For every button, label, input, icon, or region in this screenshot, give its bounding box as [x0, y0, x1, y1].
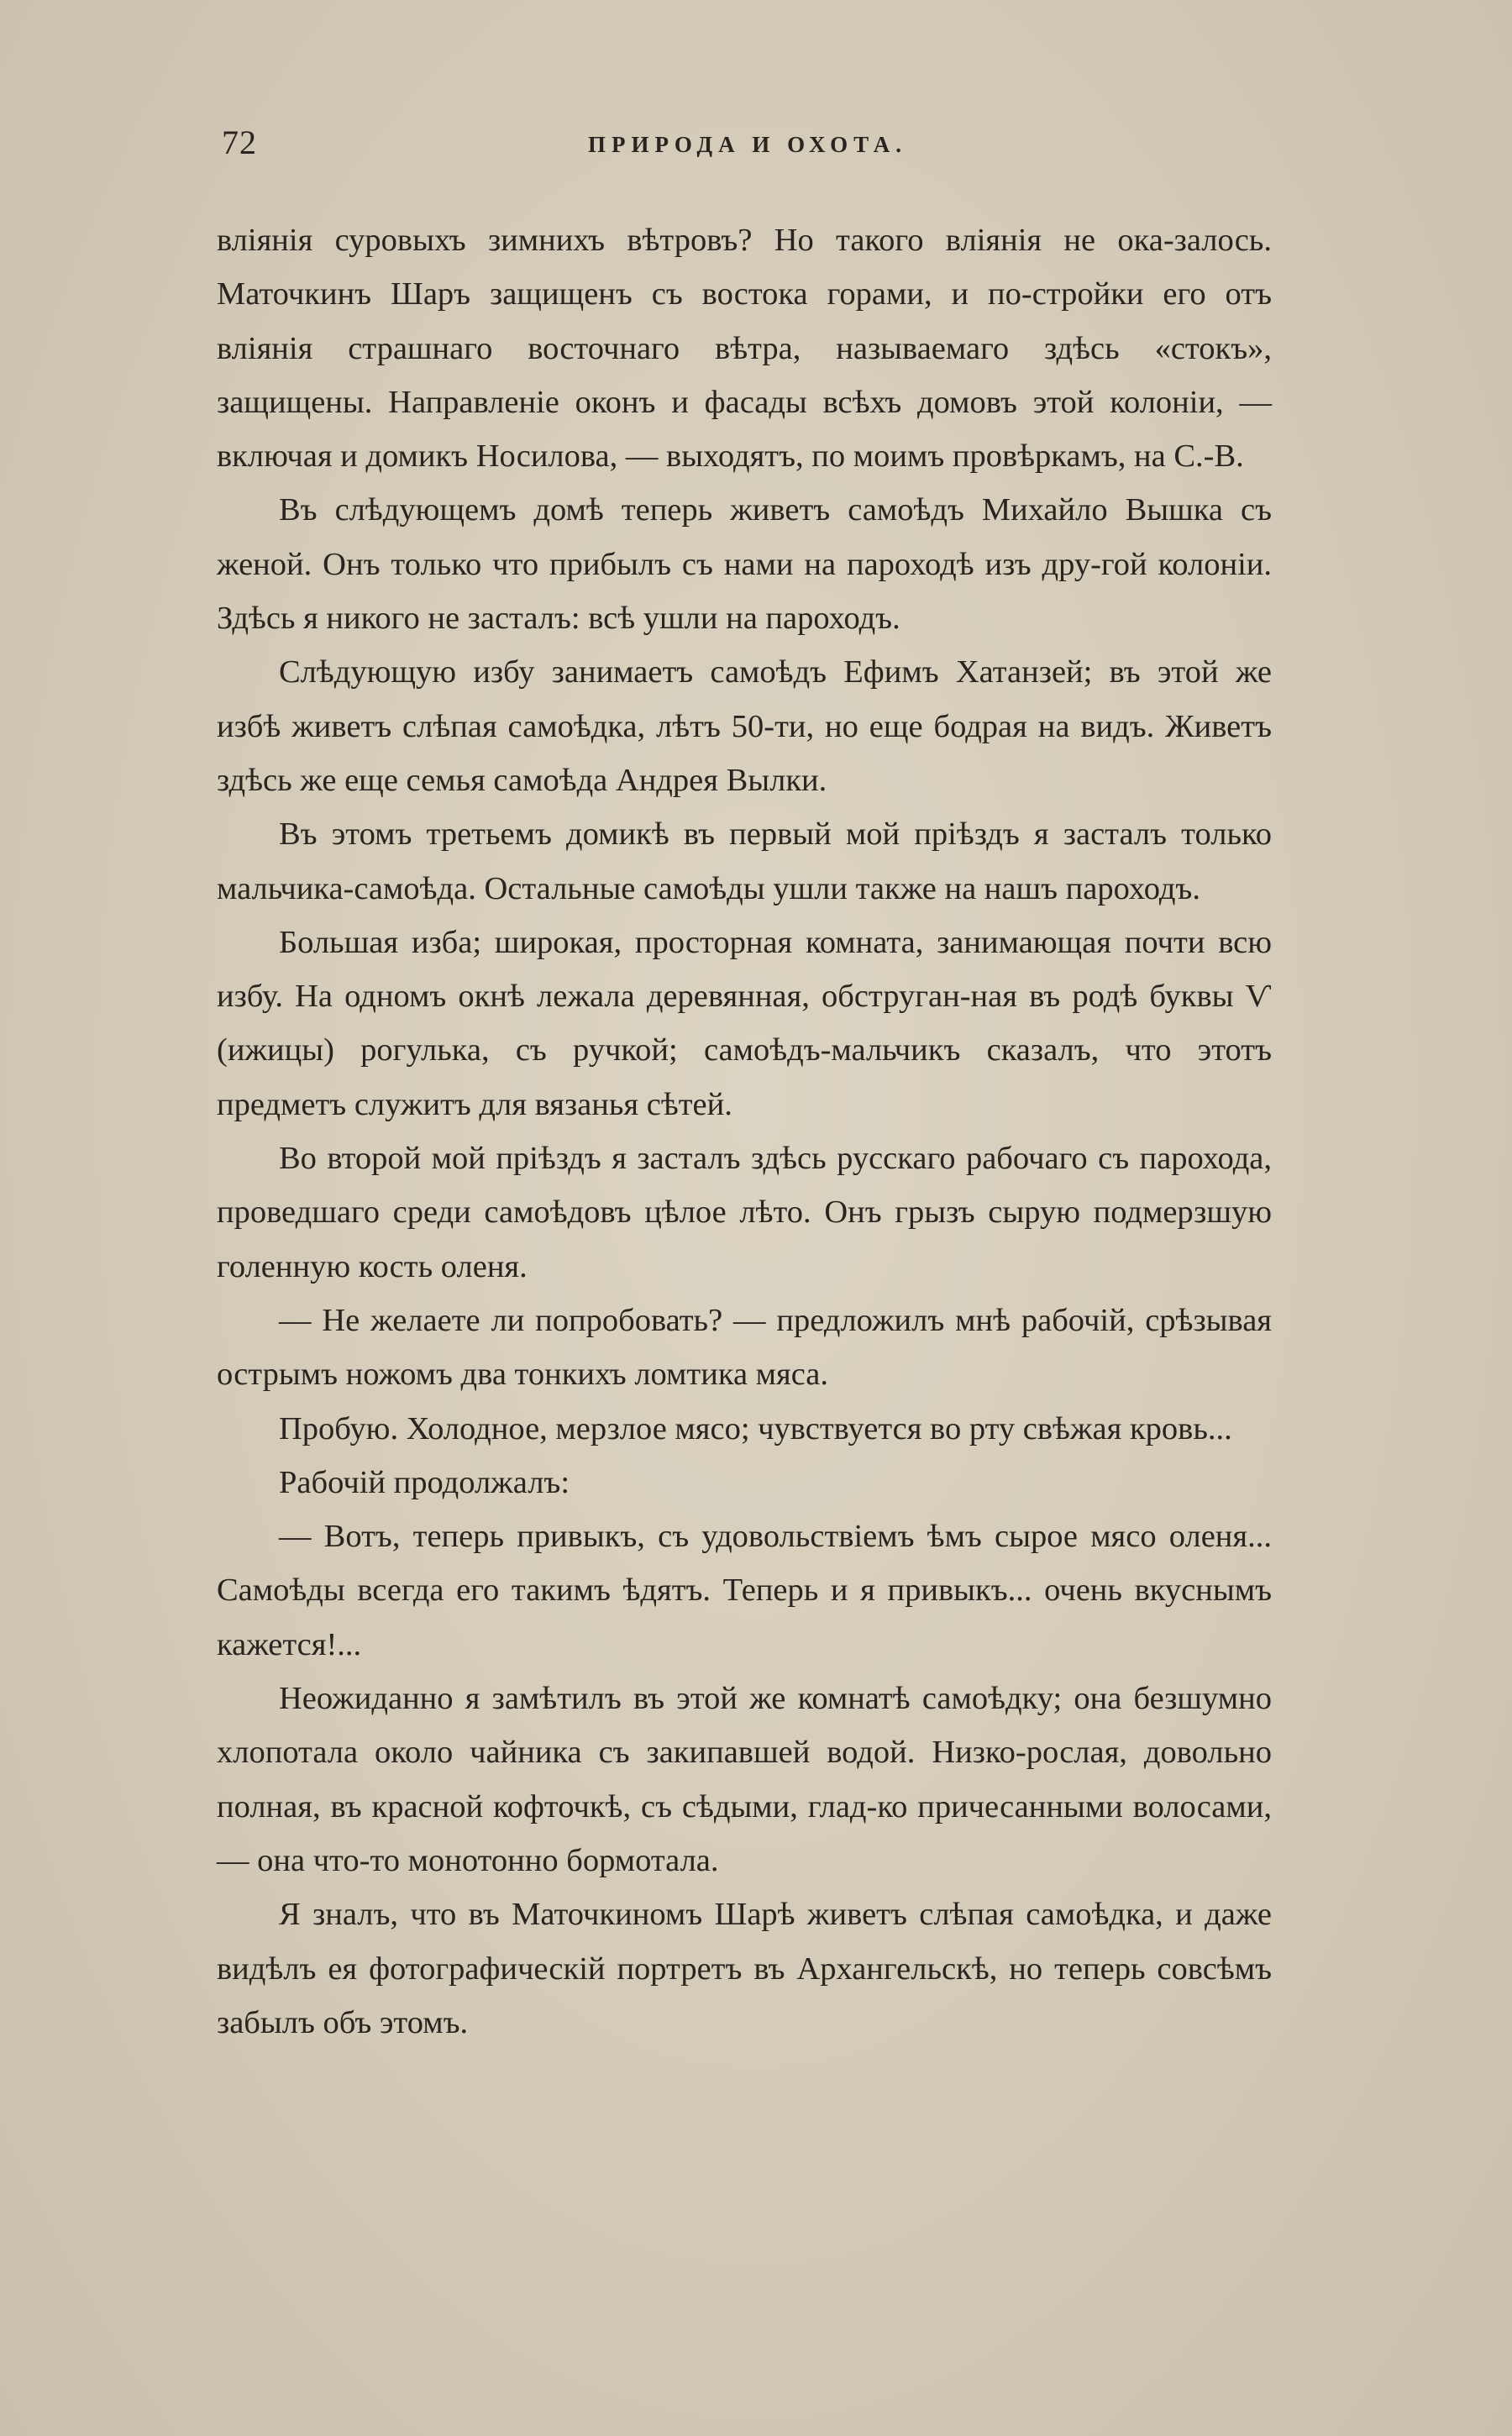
paragraph: Пробую. Холодное, мерзлое мясо; чувствуется во рту свѣжая кровь... — [279, 1410, 1232, 1446]
paragraph: — Не желаете ли попробовать? — предложилъ мнѣ рабочій, срѣзывая острымъ ножомъ два тонкихъ ломтика мяса. — [217, 1302, 1272, 1393]
paragraph: Неожиданно я замѣтилъ въ этой же комнатѣ самоѣдку; она безшумно хлопотала около чайника съ закипавшей водой. Низко-рослая, довольно полная, въ красной кофточкѣ, съ сѣдыми, глад-ко причесанными волосами, — она что-то монотонно бормотала. — [217, 1681, 1272, 1878]
paragraph: Въ этомъ третьемъ домикѣ въ первый мой пріѣздъ я засталъ только мальчика-самоѣда. Остальные самоѣды ушли также на нашъ пароходъ. — [217, 816, 1272, 906]
paragraph: вліянія суровыхъ зимнихъ вѣтровъ? Но такого вліянія не ока-залось. Маточкинъ Шаръ защищенъ съ востока горами, и по-стройки его отъ вліянія страшнаго восточнаго вѣтра, называемаго здѣсь «стокъ», защищены. Направленіе оконъ и фасады всѣхъ домовъ этой колоніи, — включая и домикъ Носилова, — выходятъ, по моимъ провѣркамъ, на С.-В. — [217, 223, 1272, 475]
paragraph: — Вотъ, теперь привыкъ, съ удовольствіемъ ѣмъ сырое мясо оленя... Самоѣды всегда его такимъ ѣдятъ. Теперь и я привыкъ... очень вкуснымъ кажется!... — [217, 1519, 1272, 1662]
paragraph: Большая изба; широкая, просторная комната, занимающая почти всю избу. На одномъ окнѣ лежала деревянная, обструган-ная въ родѣ буквы Ѵ (ижицы) рогулька, съ ручкой; самоѣдъ-мальчикъ сказалъ, что этотъ предметъ служитъ для вязанья сѣтей. — [217, 924, 1272, 1122]
paragraph: Я зналъ, что въ Маточкиномъ Шарѣ живетъ слѣпая самоѣдка, и даже видѣлъ ея фотографическій портретъ въ Архангельскѣ, но теперь совсѣмъ забылъ объ этомъ. — [217, 1897, 1272, 2040]
paragraph: Въ слѣдующемъ домѣ теперь живетъ самоѣдъ Михайло Вышка съ женой. Онъ только что прибылъ съ нами на пароходѣ изъ дру-гой колоніи. Здѣсь я никого не засталъ: всѣ ушли на пароходъ. — [217, 492, 1272, 637]
paragraph: Во второй мой пріѣздъ я засталъ здѣсь русскаго рабочаго съ парохода, проведшаго среди самоѣдовъ цѣлое лѣто. Онъ грызъ сырую подмерзшую голенную кость оленя. — [217, 1141, 1272, 1284]
page-header — [220, 118, 1275, 168]
body-text — [217, 213, 1272, 2050]
paragraph: Слѣдующую избу занимаетъ самоѣдъ Ефимъ Хатанзей; въ этой же избѣ живетъ слѣпая самоѣдка, лѣтъ 50-ти, но еще бодрая на видъ. Живетъ здѣсь же еще семья самоѣда Андрея Вылки. — [217, 654, 1272, 798]
page-number: 72 — [222, 123, 257, 161]
running-title: ПРИРОДА И ОХОТА. — [588, 132, 907, 157]
paragraph: Рабочій продолжалъ: — [279, 1464, 570, 1500]
